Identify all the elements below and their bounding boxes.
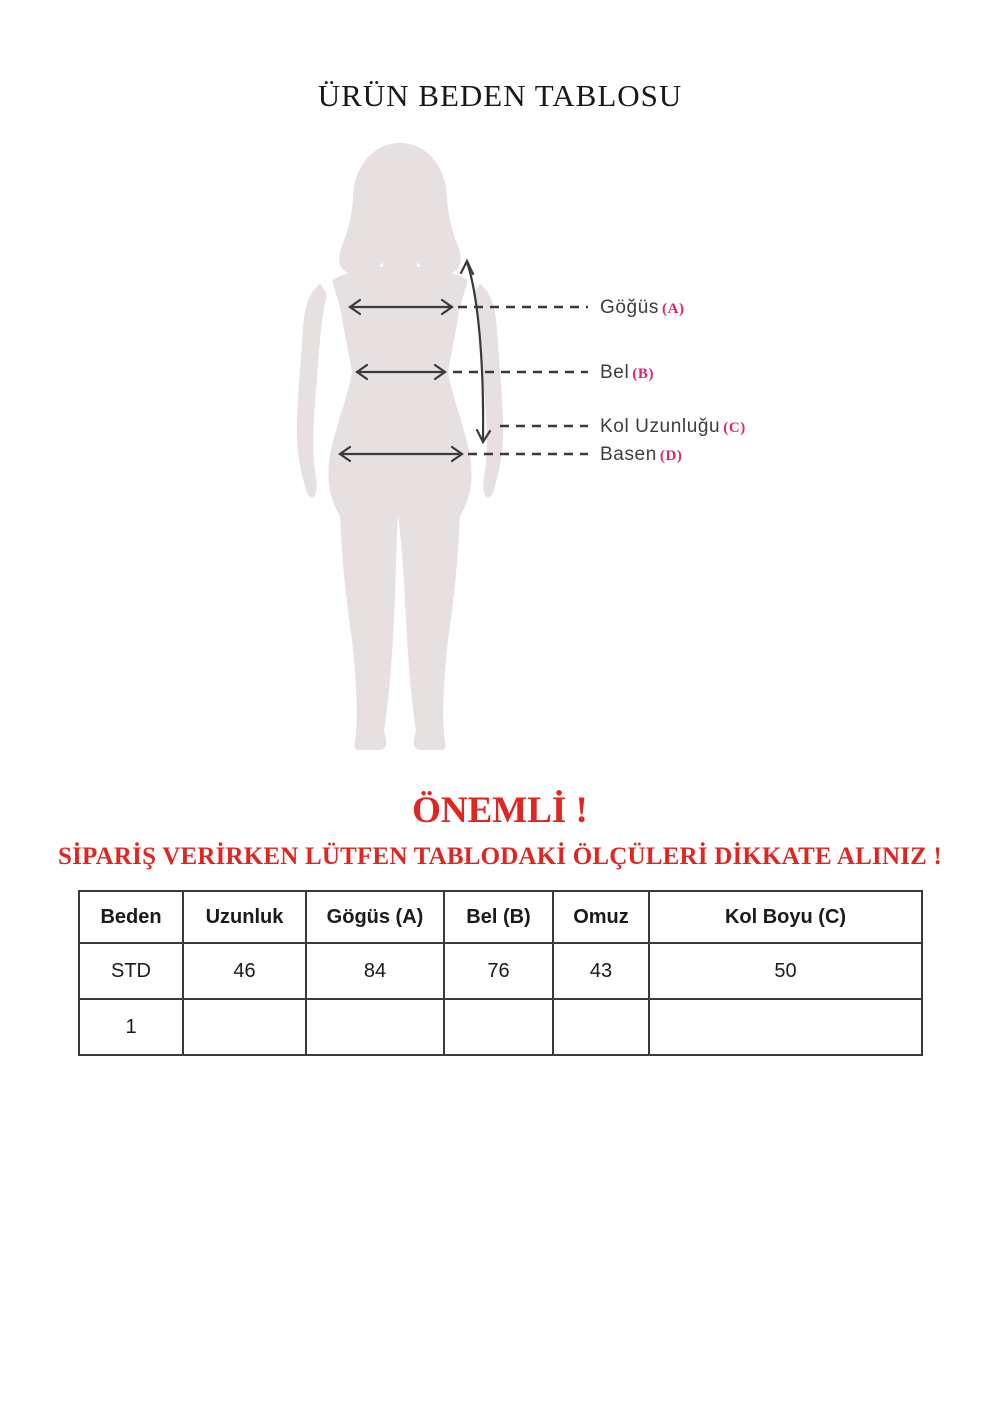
size-col-header-uzunluk: Uzunluk <box>183 891 306 943</box>
table-row-std <box>79 943 922 999</box>
size-cell <box>444 999 553 1055</box>
label-hip-text: Basen <box>600 444 657 465</box>
label-waist <box>600 362 654 384</box>
label-chest <box>600 297 685 319</box>
size-cell: 84 <box>306 943 444 999</box>
size-cell: 76 <box>444 943 553 999</box>
warning-line: SİPARİŞ VERİRKEN LÜTFEN TABLODAKİ ÖLÇÜLERİ DİKKATE ALINIZ ! <box>58 843 942 870</box>
body-silhouette <box>297 143 503 750</box>
label-chest-code: (A) <box>661 301 685 317</box>
label-hip-code: (D) <box>659 448 683 464</box>
label-waist-text: Bel <box>600 362 630 383</box>
label-chest-text: Göğüs <box>600 297 659 318</box>
label-hip <box>600 444 683 466</box>
size-col-header-beden: Beden <box>79 891 183 943</box>
important-heading: ÖNEMLİ ! <box>412 790 588 831</box>
size-cell: 43 <box>553 943 649 999</box>
size-cell: 50 <box>649 943 922 999</box>
body-measurement-diagram <box>280 135 600 760</box>
size-table <box>78 890 923 1056</box>
size-col-header-gogus: Gögüs (A) <box>306 891 444 943</box>
label-arm-length <box>600 416 746 438</box>
table-row-1 <box>79 999 922 1055</box>
page-title: ÜRÜN BEDEN TABLOSU <box>317 78 683 113</box>
size-table-header-row <box>79 891 922 943</box>
size-cell <box>183 999 306 1055</box>
label-arm-length-code: (C) <box>723 420 746 436</box>
size-cell: 1 <box>79 999 183 1055</box>
label-arm-length-text: Kol Uzunluğu <box>600 416 721 437</box>
size-col-header-bel: Bel (B) <box>444 891 553 943</box>
size-col-header-kol-boyu: Kol Boyu (C) <box>649 891 922 943</box>
size-cell: STD <box>79 943 183 999</box>
size-cell <box>553 999 649 1055</box>
dashed-leader-lines <box>453 307 588 454</box>
size-cell: 46 <box>183 943 306 999</box>
size-col-header-omuz: Omuz <box>553 891 649 943</box>
size-cell <box>649 999 922 1055</box>
size-cell <box>306 999 444 1055</box>
label-waist-code: (B) <box>632 366 655 382</box>
